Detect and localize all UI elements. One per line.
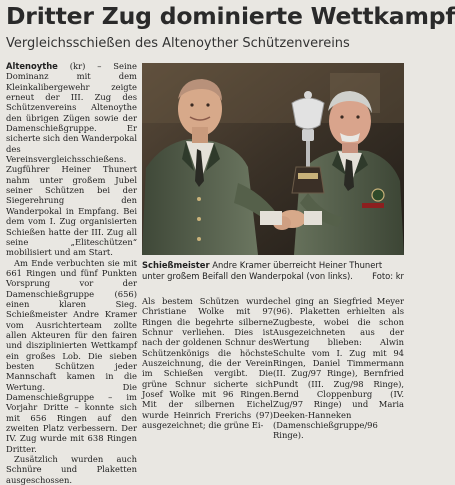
article-column-right: [273, 296, 404, 441]
paragraph-plaques: chel ging an Siegfried Meyer (96). Plaketten erhielten als Zugbeste, wobei die schon Ausgezeichneten aus der Wertung blieben: Alwin Schulte vom I. Zug mit 94 Ringen, Daniel Timmermann (II. Zug/97 Ringe), Bernfried Pundt (III. Zug/98 Ringe), Bernd Cloppenburg (IV. Zug/97 Ringe) und Maria Deeken-Hanneken (Damenschießgruppe/96 Ringe).: [273, 296, 404, 441]
lead-paragraph-text: (kr) – Seine Dominanz mit dem Kleinkalibergewehr zeigte erneut der III. Zug des Schützenvereins Altenoythe den übrigen Zügen sowie der Damenschießgruppe. Er sicherte sich den Wanderpokal des Vereinsvergleichsschießens. Zugführer Heiner Thunert nahm unter großem Jubel seiner Schützen bei der Siegerehrung den Wanderpokal in Empfang. Bei dem vom I. Zug organisierten Schießen hatte der III. Zug all seine „Eliteschützen“ mobilisiert und am Start.: [6, 61, 137, 258]
lead-paragraph: [6, 61, 137, 258]
subheadline: Vergleichsschießen des Altenoyther Schützenvereins: [6, 36, 350, 51]
award-photo-illustration: [142, 63, 404, 255]
article-column-left: [6, 61, 137, 485]
paragraph-awards-intro: Zusätzlich wurden auch Schnüre und Plaketten ausgeschossen.: [6, 454, 137, 485]
article-column-middle: [142, 296, 273, 430]
caption-text: Andre Kramer überreicht Heiner Thunert unter großem Beifall den Wanderpokal (von links).: [142, 260, 383, 281]
headline: Dritter Zug dominierte Wettkampf: [6, 2, 455, 30]
paragraph-best-shooters: Als bestem Schützen wurde Christiane Wolke mit 97 Ringen die begehrte silberne Schnur verliehen. Dies ist nach der goldenen Schnur des Schützenkönigs die höchste Auszeichnung, die der Verein im Schießen vergibt. Die grüne Schnur sicherte sich Josef Wolke mit 96 Ringen. Mit der silbernen Eichel wurde Heinrich Frerichs (97) ausgezeichnet; die grüne Ei-: [142, 296, 273, 431]
photo-caption: [142, 260, 404, 282]
caption-lead: Schießmeister: [142, 260, 210, 270]
dateline-place: Altenoythe: [6, 61, 58, 71]
photo-credit: Foto: kr: [372, 271, 404, 281]
award-photo: [142, 63, 404, 255]
paragraph-results: Am Ende verbuchten sie mit 661 Ringen und fünf Punkten Vorsprung vor der Damenschießgruppe (656) einen klaren Sieg. Schießmeister Andre Kramer vom Ausrichterteam zollte allen Akteuren für den fairen und disziplinierten Wettkampf ein großes Lob. Die sieben besten Schützen jeder Mannschaft kamen in die Wertung. Die Damenschießgruppe – im Vorjahr Dritte – konnte sich mit 656 Ringen auf den zweiten Platz verbessern. Der IV. Zug wurde mit 638 Ringen Dritter.: [6, 257, 137, 454]
